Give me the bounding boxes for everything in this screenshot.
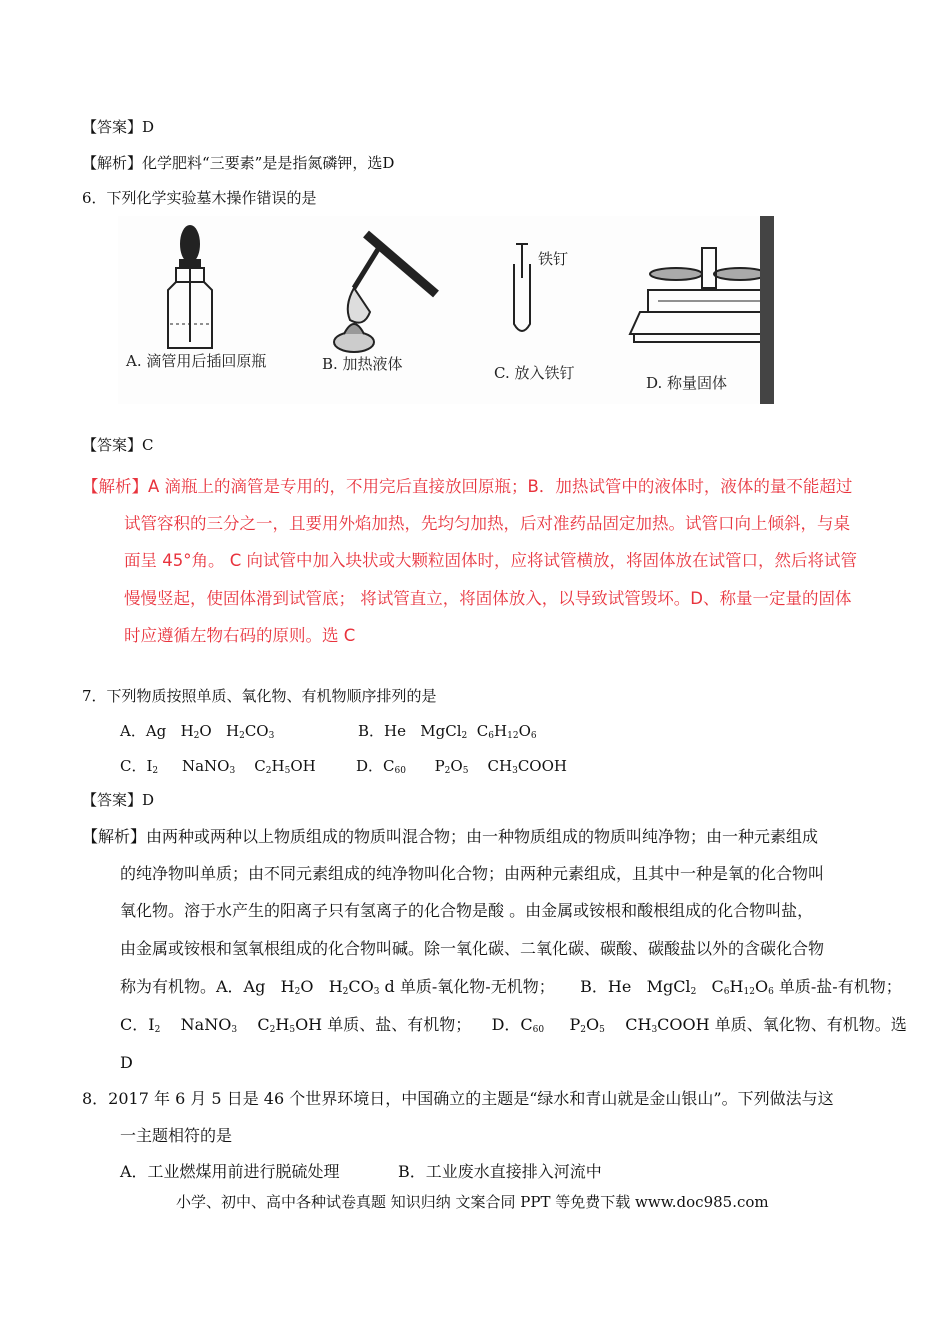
caption-a: A. 滴管用后插回原瓶 bbox=[126, 352, 267, 370]
answer-q5: 【答案】D bbox=[82, 118, 155, 136]
analysis-q7-line-2: 的纯净物叫单质；由不同元素组成的纯净物叫化合物；由两种元素组成，且其中一种是氧的化合物叫 bbox=[120, 864, 825, 883]
answer-q7: 【答案】D bbox=[82, 791, 155, 809]
scan-edge bbox=[760, 216, 774, 404]
analysis-q6-line-5: 时应遵循左物右码的原则。选 C bbox=[124, 626, 356, 645]
option-8a: A．工业燃煤用前进行脱硫处理 bbox=[120, 1162, 340, 1181]
option-7c: C．$I_2$ NaNO$_3$ $C_2H_5OH$ bbox=[120, 757, 316, 776]
caption-d: D. 称量固体 bbox=[646, 374, 728, 392]
option-8b: B．工业废水直接排入河流中 bbox=[398, 1162, 602, 1181]
analysis-q7-line-4: 由金属或铵根和氢氧根组成的化合物叫碱。除一氧化碳、二氧化碳、碳酸、碳酸盐以外的含碳化合物 bbox=[120, 939, 825, 958]
analysis-q7-line-7: D bbox=[120, 1053, 133, 1072]
analysis-q6-line-4: 慢慢竖起，使固体滑到试管底； 将试管直立，将固体放入，以导致试管毁坏。D、称量一定量的固体 bbox=[124, 589, 852, 608]
analysis-q7-line-1: 【解析】由两种或两种以上物质组成的物质叫混合物；由一种物质组成的物质叫纯净物；由一种元素组成 bbox=[82, 827, 819, 846]
analysis-q7-line-3: 氧化物。溶于水产生的阳离子只有氢离子的化合物是酸 。由金属或铵根和酸根组成的化合物叫盐， bbox=[120, 901, 814, 920]
question-8: 8．2017 年 6 月 5 日是 46 个世界环境日，中国确立的主题是“绿水和青山就是金山银山”。下列做法与这 bbox=[82, 1089, 834, 1108]
lab-operations-figure bbox=[118, 216, 774, 404]
option-7b: B．He MgCl$_2$ $C_6H_{12}O_6$ bbox=[358, 722, 537, 741]
analysis-q6-line-1: 【解析】A 滴瓶上的滴管是专用的，不用完后直接放回原瓶；B．加热试管中的液体时，液体的量不能超过 bbox=[82, 477, 853, 496]
page-footer: 小学、初中、高中各种试卷真题 知识归纳 文案合同 PPT 等免费下载 www.doc985.com bbox=[176, 1193, 769, 1211]
question-8-cont: 一主题相符的是 bbox=[120, 1126, 233, 1145]
question-7: 7．下列物质按照单质、氧化物、有机物顺序排列的是 bbox=[82, 687, 437, 705]
answer-q6: 【答案】C bbox=[82, 436, 154, 454]
question-6: 6．下列化学实验墓木操作错误的是 bbox=[82, 189, 317, 207]
option-7d: D．$C_{60}$ $P_2O_5$ $CH_3COOH$ bbox=[356, 757, 567, 776]
analysis-q7-line-5: 称为有机物。A．Ag $H_2O$ $H_2CO_3$ d 单质-氧化物-无机物； B．He MgCl$_2$ $C_6H_{12}O_6$ 单质-盐-有机物； bbox=[120, 977, 902, 997]
analysis-q6-line-3: 面呈 45°角。 C 向试管中加入块状或大颗粒固体时，应将试管横放，将固体放在试管口，然后将试管 bbox=[124, 551, 858, 570]
caption-c: C. 放入铁钉 bbox=[494, 364, 575, 382]
analysis-q6-line-2: 试管容积的三分之一，且要用外焰加热，先均匀加热，后对准药品固定加热。试管口向上倾斜，与桌 bbox=[124, 514, 850, 533]
caption-b: B. 加热液体 bbox=[322, 355, 403, 373]
nail-label: 铁钉 bbox=[538, 250, 569, 268]
analysis-q5: 【解析】化学肥料“三要素”是是指氮磷钾，选D bbox=[82, 154, 395, 172]
analysis-q7-line-6: C．$I_2$ NaNO$_3$ $C_2H_5OH$ 单质、盐、有机物； D．$C_{60}$ $P_2O_5$ $CH_3COOH$ 单质、氧化物、有机物。选 bbox=[120, 1015, 907, 1035]
option-7a: A．Ag $H_2O$ $H_2CO_3$ bbox=[120, 722, 275, 741]
lab-operations-illustration bbox=[118, 216, 774, 404]
